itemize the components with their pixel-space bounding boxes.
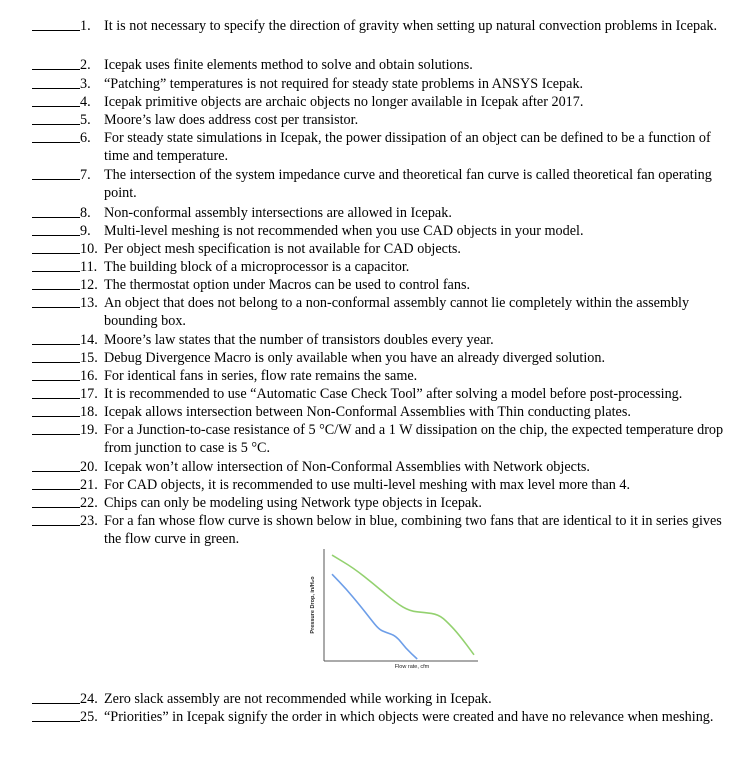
question-number: 4. <box>80 94 91 110</box>
answer-blank[interactable] <box>32 124 80 125</box>
question-text: Multi-level meshing is not recommended when you use CAD objects in your model. <box>104 223 584 239</box>
question-number: 20. <box>80 459 98 475</box>
answer-blank[interactable] <box>32 217 80 218</box>
answer-blank[interactable] <box>32 507 80 508</box>
question-number: 19. <box>80 422 98 438</box>
question-text: For a fan whose flow curve is shown below in blue, combining two fans that are identical to it in series gives the flow curve in green. <box>104 513 722 547</box>
question-number: 21. <box>80 477 98 493</box>
question-number: 6. <box>80 130 91 146</box>
question-number: 10. <box>80 241 98 257</box>
answer-blank[interactable] <box>32 703 80 704</box>
answer-blank[interactable] <box>32 525 80 526</box>
question-text: Icepak allows intersection between Non-Conformal Assemblies with Thin conducting plates. <box>104 404 631 420</box>
answer-blank[interactable] <box>32 471 80 472</box>
question-text: For a Junction-to-case resistance of 5 °C/W and a 1 W dissipation on the chip, the expected temperature drop from junction to case is 5 °C. <box>104 422 724 456</box>
question-text: The building block of a microprocessor is a capacitor. <box>104 259 410 275</box>
fan-curve-chart <box>302 541 490 681</box>
question-text: The intersection of the system impedance curve and theoretical fan curve is called theoretical fan operating point. <box>104 167 712 201</box>
single-fan-curve <box>332 574 417 659</box>
question-number: 13. <box>80 295 98 311</box>
question-number: 5. <box>80 112 91 128</box>
question-text: For steady state simulations in Icepak, the power dissipation of an object can be defined to be a function of time and temperature. <box>104 130 711 164</box>
question-number: 14. <box>80 332 98 348</box>
answer-blank[interactable] <box>32 362 80 363</box>
answer-blank[interactable] <box>32 416 80 417</box>
answer-blank[interactable] <box>32 434 80 435</box>
answer-blank[interactable] <box>32 88 80 89</box>
answer-blank[interactable] <box>32 721 80 722</box>
question-number: 9. <box>80 223 91 239</box>
question-number: 1. <box>80 18 91 34</box>
question-number: 2. <box>80 57 91 73</box>
question-text: It is recommended to use “Automatic Case Check Tool” after solving a model before post-processing. <box>104 386 683 402</box>
question-number: 18. <box>80 404 98 420</box>
answer-blank[interactable] <box>32 142 80 143</box>
question-text: An object that does not belong to a non-conformal assembly cannot lie completely within the assembly bounding box. <box>104 295 690 329</box>
answer-blank[interactable] <box>32 344 80 345</box>
answer-blank[interactable] <box>32 253 80 254</box>
question-number: 22. <box>80 495 98 511</box>
question-text: “Priorities” in Icepak signify the order in which objects were created and have no relevance when meshing. <box>104 709 714 725</box>
chart-y-label: Pressure Drop, in/H₂o <box>310 576 316 634</box>
question-text: For identical fans in series, flow rate remains the same. <box>104 368 418 384</box>
question-text: Non-conformal assembly intersections are allowed in Icepak. <box>104 205 452 221</box>
answer-blank[interactable] <box>32 380 80 381</box>
answer-blank[interactable] <box>32 271 80 272</box>
series-fans-curve <box>332 555 474 655</box>
answer-blank[interactable] <box>32 235 80 236</box>
question-text: “Patching” temperatures is not required for steady state problems in ANSYS Icepak. <box>104 76 584 92</box>
chart-svg <box>302 541 490 681</box>
question-number: 25. <box>80 709 98 725</box>
question-number: 24. <box>80 691 98 707</box>
question-text: It is not necessary to specify the direction of gravity when setting up natural convection problems in Icepak. <box>104 18 718 34</box>
answer-blank[interactable] <box>32 106 80 107</box>
question-text: Moore’s law states that the number of transistors doubles every year. <box>104 332 494 348</box>
question-text: For CAD objects, it is recommended to use multi-level meshing with max level more than 4. <box>104 477 631 493</box>
question-text: Zero slack assembly are not recommended while working in Icepak. <box>104 691 492 707</box>
question-number: 7. <box>80 167 91 183</box>
answer-blank[interactable] <box>32 398 80 399</box>
question-text: Moore’s law does address cost per transistor. <box>104 112 359 128</box>
answer-blank[interactable] <box>32 179 80 180</box>
answer-blank[interactable] <box>32 489 80 490</box>
question-number: 3. <box>80 76 91 92</box>
question-number: 8. <box>80 205 91 221</box>
question-text: Per object mesh specification is not available for CAD objects. <box>104 241 461 257</box>
question-text: Icepak primitive objects are archaic objects no longer available in Icepak after 2017. <box>104 94 584 110</box>
question-number: 11. <box>80 259 98 275</box>
answer-blank[interactable] <box>32 69 80 70</box>
question-number: 16. <box>80 368 98 384</box>
question-text: Chips can only be modeling using Network type objects in Icepak. <box>104 495 482 511</box>
question-text: Debug Divergence Macro is only available when you have an already diverged solution. <box>104 350 606 366</box>
chart-x-label: Flow rate, cfm <box>394 664 430 670</box>
question-number: 23. <box>80 513 98 529</box>
question-text: The thermostat option under Macros can be used to control fans. <box>104 277 471 293</box>
answer-blank[interactable] <box>32 289 80 290</box>
question-text: Icepak uses finite elements method to solve and obtain solutions. <box>104 57 473 73</box>
question-number: 12. <box>80 277 98 293</box>
question-text: Icepak won’t allow intersection of Non-Conformal Assemblies with Network objects. <box>104 459 590 475</box>
question-number: 15. <box>80 350 98 366</box>
answer-blank[interactable] <box>32 30 80 31</box>
answer-blank[interactable] <box>32 307 80 308</box>
question-number: 17. <box>80 386 98 402</box>
